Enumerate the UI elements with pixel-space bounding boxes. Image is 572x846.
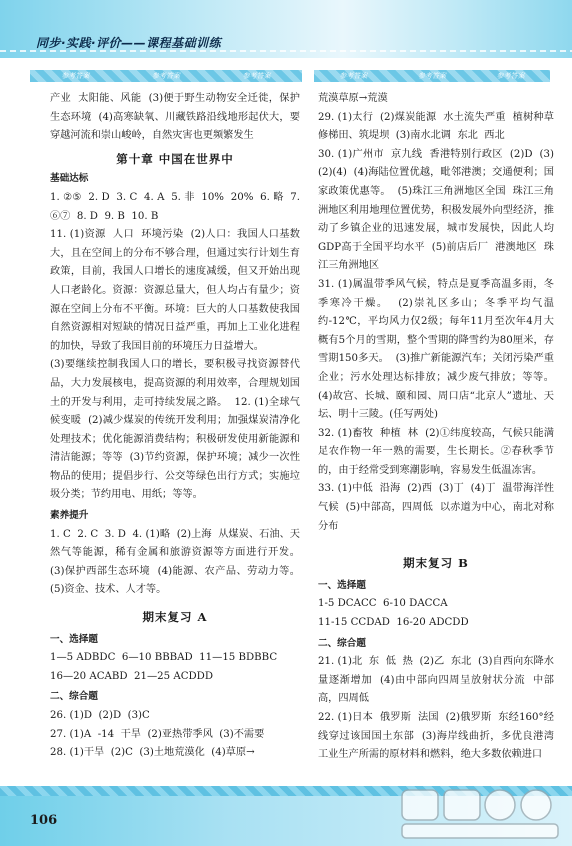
section-heading: 素养提升 — [50, 510, 89, 522]
section-heading: 一、选择题 — [318, 579, 366, 591]
answer-paragraph: 32. (1)畜牧 种植 林 (2)①纬度较高，气候只能满足农作物一年一熟的需要，生长期长。②春秋季节的，由于经常受到寒潮影响，容易发生低温冻害。 — [318, 427, 554, 476]
section-heading: 二、综合题 — [318, 637, 366, 649]
chapter-title: 第十章 中国在世界中 — [116, 151, 234, 166]
strip-label: 参考答案 — [339, 72, 368, 80]
answer-paragraph: 30. (1)广州市 京九线 香港特别行政区 (2)D (3)(2)(4) (4)海陆位置优越，毗邻港澳；交通便利；国家政策优惠等。 (5)珠江三角洲地区全国 珠江三角洲地区利用地理位置优势，积极发展外向型经济，推动了乡镇企业的迅速发展，城市发展快，因此人均GDP高于全国平均水平 (5)前店后厂 港澳地区 珠江三角洲地区 — [318, 148, 554, 272]
answer-strip-left — [30, 70, 302, 82]
answer-paragraph: 1. ②⑤ 2. D 3. C 4. A 5. 非 10% 20% 6. 略 7. ⑥⑦ 8. D 9. B 10. B — [50, 191, 304, 222]
answer-paragraph: 1-5 DCACC 6-10 DACCA — [318, 598, 448, 610]
answer-paragraph: 28. (1)干旱 (2)C (3)土地荒漠化 (4)草原→ — [50, 747, 255, 759]
section-heading: 基础达标 — [50, 173, 89, 185]
series-title: 同步·实践·评价——课程基础训练 — [36, 36, 222, 50]
answer-paragraph: 1—5 ADBDC 6—10 BBBAD 11—15 BDBBC — [50, 652, 278, 664]
strip-label: 参考答案 — [61, 72, 90, 80]
answer-paragraph: 11-15 CCDAD 16-20 ADCDD — [318, 617, 469, 629]
answer-paragraph: 21. (1)北 东 低 热 (2)乙 东北 (3)自西向东降水量逐渐增加 (4)由中部向四周呈放射状分流 中部高，四周低 — [318, 656, 554, 705]
answer-paragraph: 22. (1)日本 俄罗斯 法国 (2)俄罗斯 东经160°经线穿过该国国土东部 (3)海岸线曲折，多优良港湾 工业生产所需的原材料和燃料，绝大多数依赖进口 — [318, 712, 561, 761]
answer-paragraph: 26. (1)D (2)D (3)C — [50, 710, 150, 721]
watermark-logo — [396, 784, 564, 842]
section-heading: 二、综合题 — [50, 691, 98, 703]
right-column — [318, 90, 561, 765]
strip-label: 参考答案 — [151, 72, 180, 80]
answer-paragraph: 33. (1)中低 沿海 (2)西 (3)丁 (4)丁 温带海洋性气候 (5)中部高，四周低 以赤道为中心，南北对称分布 — [318, 483, 554, 532]
left-column — [50, 90, 307, 763]
answer-paragraph: 16—20 ACABD 21—25 ACDDD — [50, 670, 213, 682]
page-number: 106 — [30, 813, 58, 828]
answer-paragraph: (3)要继续控制我国人口的增长，要积极寻找资源替代品，大力发展核电，提高资源的利用效率，合理规划国土的开发与利用，走可持续发展之路。 12. (1)全球气候变暖 (2)减少煤炭的传统开发利用；加强煤炭清净化处理技术；优化能源消费结构；积极研发使用新能源和清洁能源；等等 (3)节约资源，保护环境；减少一次性物品的使用；提倡步行、公交等绿色出行方式；实施垃圾分类；节约用电、用纸；等等。 — [50, 359, 300, 501]
strip-label: 参考答案 — [496, 72, 525, 80]
strip-label: 参考答案 — [242, 72, 271, 80]
exam-title: 期末复习 B — [403, 556, 469, 571]
answer-paragraph: 29. (1)太行 (2)煤炭能源 水土流失严重 植树种草 修梯田、筑堤坝 (3)南水北调 东北 西北 — [318, 111, 561, 142]
answer-paragraph: 27. (1)A -14 干旱 (2)亚热带季风 (3)不需要 — [50, 728, 265, 740]
section-heading: 一、选择题 — [50, 633, 98, 645]
strip-label: 参考答案 — [417, 72, 446, 80]
spacer — [318, 536, 554, 546]
answer-paragraph: 荒漠草原→荒漠 — [318, 93, 388, 104]
answer-paragraph: 1. C 2. C 3. D 4. (1)略 (2)上海 从煤炭、石油、天然气等能源，稀有金属和旅游资源等方面进行开发。 (3)保护西部生态环境 (4)能源、农产品、劳动力等。 (5)资金、技术、人才等。 — [50, 528, 307, 596]
answer-paragraph: 31. (1)属温带季风气候，特点是夏季高温多雨，冬季寒冷干燥。 (2)崇礼区多山；冬季平均气温约-12℃，平均风力仅2级；每年11月至次年4月大概有5个月的雪期，整个雪期的降雪约为80厘米，存雪期150多天。 (3)推广新能源汽车；关闭污染严重企业；污水处理达标排放；减少废气排放；等等。 (4)故宫、长城、颐和园、周口店“北京人”遗址、天坛、明十三陵。(任写两处) — [318, 278, 561, 421]
answer-paragraph: 产业 太阳能、风能 (3)便于野生动物安全迁徙，保护生态环境 (4)高寒缺氧、川藏铁路沿线地形起伏大，要穿越河流和崇山峻岭，自然灾害也更频繁发生 — [50, 93, 300, 142]
exam-title: 期末复习 A — [142, 610, 208, 625]
answer-paragraph: 11. (1)资源 人口 环境污染 (2)人口：我国人口基数大，且在空间上的分布不够合理，但通过实行计划生育政策，目前，我国人口增长的速度减缓，但又开始出现人口老龄化。资源：资源总量大，但人均占有量少；资源在空间上分布不平衡。环境：巨大的人口基数使我国自然资源相对短缺的情况日益严重，再加上工业化进程的加快，导致了我国目前的环境压力日益增大。 — [50, 229, 300, 352]
answer-strip-right — [314, 70, 550, 82]
